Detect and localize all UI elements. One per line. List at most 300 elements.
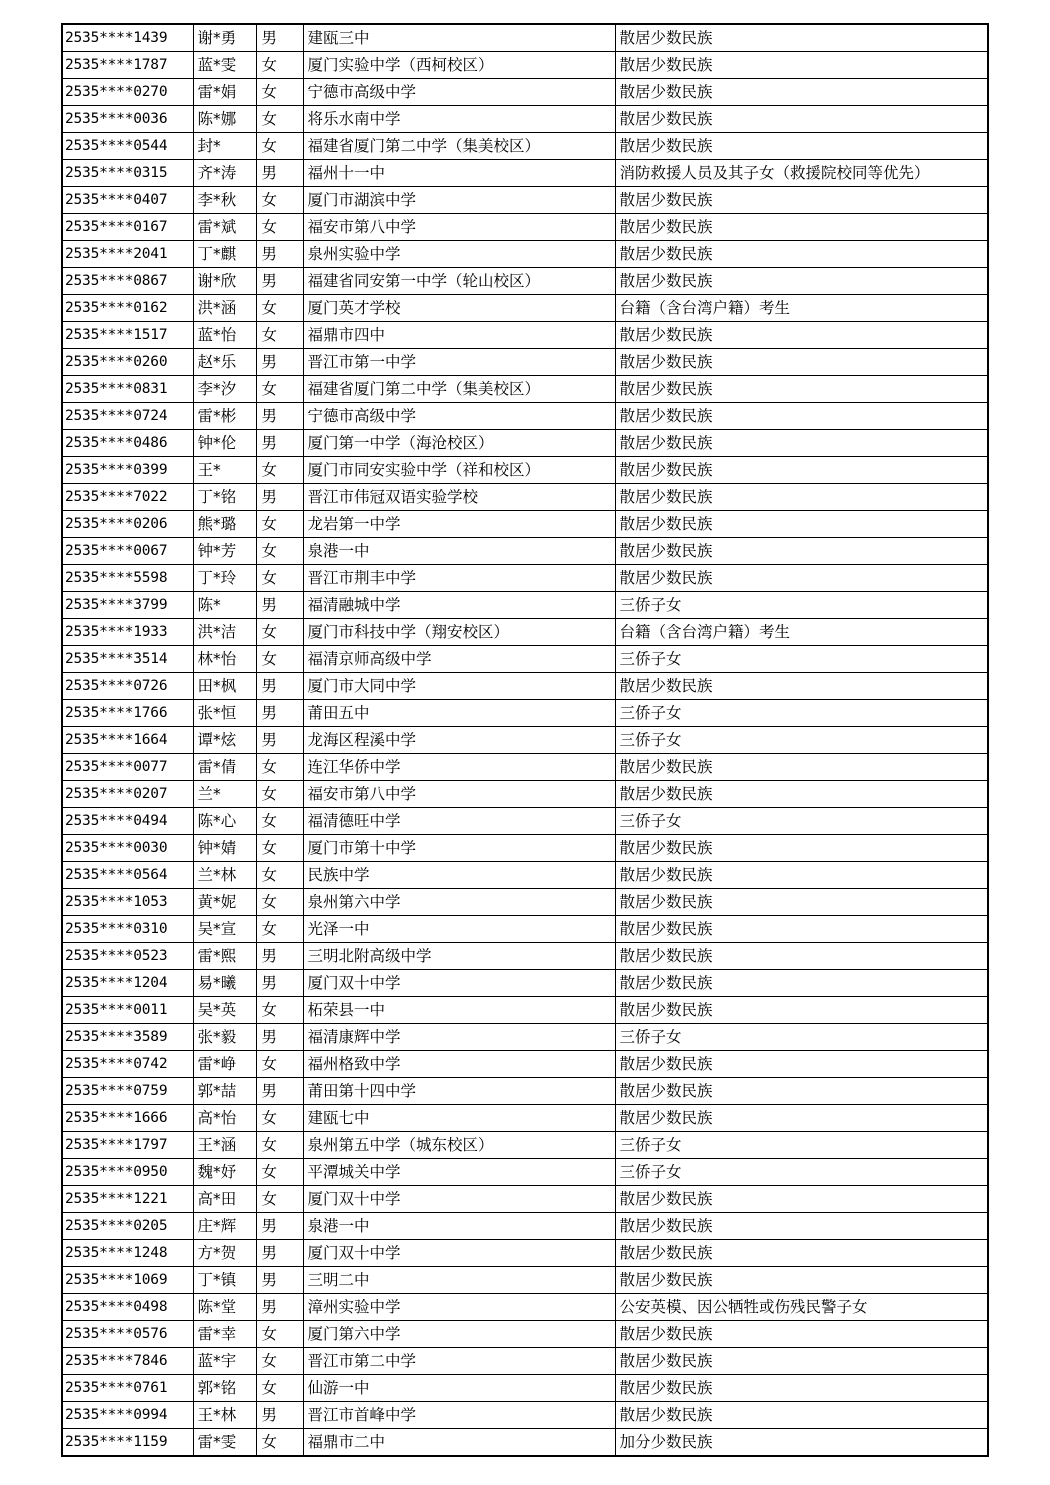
candidate-id-cell: 2535****1248 [62,1240,193,1267]
school-cell: 福建省同安第一中学（轮山校区） [303,268,615,295]
candidate-id-cell: 2535****0564 [62,862,193,889]
category-cell: 散居少数民族 [615,1051,988,1078]
table-row [62,268,988,295]
gender-cell: 女 [256,862,303,889]
gender-cell: 女 [256,52,303,79]
gender-cell: 女 [256,187,303,214]
category-cell: 散居少数民族 [615,430,988,457]
candidate-name-cell: 雷*彬 [193,403,256,430]
category-cell: 散居少数民族 [615,484,988,511]
table-row [62,889,988,916]
roster-body [62,24,988,1456]
candidate-id-cell: 2535****0270 [62,79,193,106]
gender-cell: 男 [256,403,303,430]
gender-cell: 女 [256,511,303,538]
school-cell: 龙海区程溪中学 [303,727,615,754]
gender-cell: 女 [256,295,303,322]
category-cell: 三侨子女 [615,727,988,754]
candidate-name-cell: 洪*涵 [193,295,256,322]
category-cell: 散居少数民族 [615,1213,988,1240]
candidate-id-cell: 2535****0036 [62,106,193,133]
category-cell: 散居少数民族 [615,133,988,160]
table-row [62,214,988,241]
candidate-id-cell: 2535****0867 [62,268,193,295]
gender-cell: 女 [256,781,303,808]
table-row [62,754,988,781]
table-row [62,1402,988,1429]
candidate-id-cell: 2535****0207 [62,781,193,808]
table-row [62,646,988,673]
table-row [62,322,988,349]
candidate-name-cell: 魏*妤 [193,1159,256,1186]
candidate-id-cell: 2535****0494 [62,808,193,835]
table-row [62,1375,988,1402]
school-cell: 民族中学 [303,862,615,889]
school-cell: 福安市第八中学 [303,781,615,808]
candidate-id-cell: 2535****0759 [62,1078,193,1105]
candidate-name-cell: 洪*洁 [193,619,256,646]
category-cell: 加分少数民族 [615,1429,988,1457]
candidate-name-cell: 田*枫 [193,673,256,700]
category-cell: 散居少数民族 [615,916,988,943]
gender-cell: 男 [256,268,303,295]
candidate-name-cell: 陈*娜 [193,106,256,133]
candidate-id-cell: 2535****1159 [62,1429,193,1457]
table-row [62,592,988,619]
gender-cell: 男 [256,673,303,700]
school-cell: 晋江市伟冠双语实验学校 [303,484,615,511]
candidate-name-cell: 李*汐 [193,376,256,403]
school-cell: 晋江市荆丰中学 [303,565,615,592]
candidate-name-cell: 钟*伦 [193,430,256,457]
table-row [62,79,988,106]
table-row [62,862,988,889]
candidate-name-cell: 蓝*怡 [193,322,256,349]
table-row [62,1078,988,1105]
school-cell: 福建省厦门第二中学（集美校区） [303,133,615,160]
school-cell: 泉州实验中学 [303,241,615,268]
category-cell: 散居少数民族 [615,349,988,376]
category-cell: 散居少数民族 [615,1267,988,1294]
candidate-id-cell: 2535****1221 [62,1186,193,1213]
table-row [62,484,988,511]
category-cell: 散居少数民族 [615,1375,988,1402]
candidate-name-cell: 谢*欣 [193,268,256,295]
candidate-name-cell: 王*涵 [193,1132,256,1159]
table-row [62,187,988,214]
category-cell: 散居少数民族 [615,1186,988,1213]
category-cell: 散居少数民族 [615,1105,988,1132]
candidate-name-cell: 兰*林 [193,862,256,889]
candidate-name-cell: 吴*宣 [193,916,256,943]
gender-cell: 女 [256,1159,303,1186]
gender-cell: 男 [256,943,303,970]
candidate-id-cell: 2535****0030 [62,835,193,862]
candidate-id-cell: 2535****7846 [62,1348,193,1375]
school-cell: 龙岩第一中学 [303,511,615,538]
table-row [62,24,988,52]
candidate-name-cell: 齐*涛 [193,160,256,187]
candidate-id-cell: 2535****0742 [62,1051,193,1078]
category-cell: 散居少数民族 [615,673,988,700]
candidate-id-cell: 2535****0486 [62,430,193,457]
table-row [62,1294,988,1321]
candidate-name-cell: 丁*玲 [193,565,256,592]
table-row [62,403,988,430]
category-cell: 散居少数民族 [615,106,988,133]
school-cell: 福安市第八中学 [303,214,615,241]
candidate-name-cell: 雷*雯 [193,1429,256,1457]
gender-cell: 男 [256,1267,303,1294]
gender-cell: 男 [256,484,303,511]
gender-cell: 女 [256,754,303,781]
table-row [62,835,988,862]
candidate-name-cell: 张*毅 [193,1024,256,1051]
candidate-id-cell: 2535****3799 [62,592,193,619]
category-cell: 散居少数民族 [615,889,988,916]
table-row [62,295,988,322]
category-cell: 散居少数民族 [615,52,988,79]
gender-cell: 男 [256,241,303,268]
candidate-id-cell: 2535****0167 [62,214,193,241]
school-cell: 厦门市大同中学 [303,673,615,700]
table-row [62,160,988,187]
candidate-id-cell: 2535****0067 [62,538,193,565]
candidate-id-cell: 2535****1797 [62,1132,193,1159]
school-cell: 将乐水南中学 [303,106,615,133]
school-cell: 三明北附高级中学 [303,943,615,970]
gender-cell: 男 [256,160,303,187]
gender-cell: 女 [256,376,303,403]
candidate-id-cell: 2535****1664 [62,727,193,754]
school-cell: 福鼎市二中 [303,1429,615,1457]
gender-cell: 男 [256,700,303,727]
gender-cell: 男 [256,1024,303,1051]
table-row [62,1348,988,1375]
candidate-name-cell: 易*曦 [193,970,256,997]
gender-cell: 女 [256,1186,303,1213]
table-row [62,1024,988,1051]
category-cell: 散居少数民族 [615,565,988,592]
category-cell: 散居少数民族 [615,1240,988,1267]
candidate-name-cell: 钟*芳 [193,538,256,565]
gender-cell: 女 [256,997,303,1024]
candidate-name-cell: 谭*炫 [193,727,256,754]
candidate-id-cell: 2535****0724 [62,403,193,430]
candidate-name-cell: 陈*堂 [193,1294,256,1321]
candidate-name-cell: 吴*英 [193,997,256,1024]
table-row [62,1105,988,1132]
category-cell: 散居少数民族 [615,862,988,889]
category-cell: 散居少数民族 [615,781,988,808]
candidate-id-cell: 2535****1204 [62,970,193,997]
candidate-id-cell: 2535****1053 [62,889,193,916]
gender-cell: 男 [256,1294,303,1321]
category-cell: 三侨子女 [615,700,988,727]
school-cell: 柘荣县一中 [303,997,615,1024]
candidate-name-cell: 庄*辉 [193,1213,256,1240]
candidate-id-cell: 2535****0407 [62,187,193,214]
candidate-name-cell: 王*林 [193,1402,256,1429]
school-cell: 连江华侨中学 [303,754,615,781]
school-cell: 厦门第一中学（海沧校区） [303,430,615,457]
table-row [62,1132,988,1159]
category-cell: 三侨子女 [615,1132,988,1159]
gender-cell: 男 [256,430,303,457]
gender-cell: 男 [256,1240,303,1267]
candidate-id-cell: 2535****1069 [62,1267,193,1294]
school-cell: 漳州实验中学 [303,1294,615,1321]
category-cell: 散居少数民族 [615,376,988,403]
category-cell: 散居少数民族 [615,187,988,214]
category-cell: 散居少数民族 [615,1348,988,1375]
category-cell: 散居少数民族 [615,457,988,484]
gender-cell: 男 [256,727,303,754]
gender-cell: 女 [256,916,303,943]
category-cell: 散居少数民族 [615,1078,988,1105]
gender-cell: 女 [256,457,303,484]
school-cell: 莆田五中 [303,700,615,727]
candidate-name-cell: 李*秋 [193,187,256,214]
school-cell: 福鼎市四中 [303,322,615,349]
candidate-id-cell: 2535****5598 [62,565,193,592]
candidate-name-cell: 赵*乐 [193,349,256,376]
category-cell: 散居少数民族 [615,943,988,970]
gender-cell: 女 [256,646,303,673]
candidate-name-cell: 郭*铭 [193,1375,256,1402]
school-cell: 厦门第六中学 [303,1321,615,1348]
candidate-id-cell: 2535****0523 [62,943,193,970]
gender-cell: 女 [256,619,303,646]
category-cell: 三侨子女 [615,1024,988,1051]
gender-cell: 男 [256,1402,303,1429]
candidate-name-cell: 陈*心 [193,808,256,835]
candidate-id-cell: 2535****0576 [62,1321,193,1348]
candidate-id-cell: 2535****0315 [62,160,193,187]
school-cell: 厦门市第十中学 [303,835,615,862]
school-cell: 厦门实验中学（西柯校区） [303,52,615,79]
candidate-name-cell: 丁*镇 [193,1267,256,1294]
table-row [62,808,988,835]
candidate-id-cell: 2535****7022 [62,484,193,511]
candidate-id-cell: 2535****0077 [62,754,193,781]
table-row [62,1429,988,1457]
gender-cell: 男 [256,592,303,619]
school-cell: 宁德市高级中学 [303,403,615,430]
candidate-name-cell: 王* [193,457,256,484]
gender-cell: 女 [256,1132,303,1159]
candidate-name-cell: 谢*勇 [193,24,256,52]
school-cell: 厦门双十中学 [303,1240,615,1267]
candidate-name-cell: 蓝*雯 [193,52,256,79]
candidate-id-cell: 2535****0206 [62,511,193,538]
table-row [62,619,988,646]
category-cell: 散居少数民族 [615,754,988,781]
gender-cell: 女 [256,1375,303,1402]
school-cell: 厦门双十中学 [303,970,615,997]
candidate-name-cell: 兰* [193,781,256,808]
candidate-name-cell: 丁*麒 [193,241,256,268]
gender-cell: 女 [256,835,303,862]
table-row [62,1213,988,1240]
school-cell: 泉州第六中学 [303,889,615,916]
category-cell: 散居少数民族 [615,511,988,538]
school-cell: 三明二中 [303,1267,615,1294]
table-row [62,700,988,727]
table-row [62,727,988,754]
table-row [62,457,988,484]
school-cell: 福清德旺中学 [303,808,615,835]
candidate-name-cell: 雷*幸 [193,1321,256,1348]
category-cell: 散居少数民族 [615,214,988,241]
school-cell: 厦门双十中学 [303,1186,615,1213]
table-row [62,1321,988,1348]
candidate-id-cell: 2535****0162 [62,295,193,322]
candidate-name-cell: 封* [193,133,256,160]
gender-cell: 女 [256,106,303,133]
candidate-name-cell: 黄*妮 [193,889,256,916]
gender-cell: 女 [256,322,303,349]
candidate-id-cell: 2535****0310 [62,916,193,943]
candidate-id-cell: 2535****1766 [62,700,193,727]
table-row [62,430,988,457]
gender-cell: 男 [256,1078,303,1105]
category-cell: 散居少数民族 [615,538,988,565]
candidate-id-cell: 2535****0831 [62,376,193,403]
school-cell: 福建省厦门第二中学（集美校区） [303,376,615,403]
candidate-name-cell: 雷*斌 [193,214,256,241]
gender-cell: 男 [256,349,303,376]
category-cell: 三侨子女 [615,646,988,673]
candidate-id-cell: 2535****0399 [62,457,193,484]
school-cell: 福清京师高级中学 [303,646,615,673]
table-row [62,376,988,403]
school-cell: 晋江市第一中学 [303,349,615,376]
school-cell: 建瓯三中 [303,24,615,52]
table-row [62,1159,988,1186]
school-cell: 厦门市科技中学（翔安校区） [303,619,615,646]
school-cell: 厦门市湖滨中学 [303,187,615,214]
candidate-id-cell: 2535****0950 [62,1159,193,1186]
gender-cell: 女 [256,133,303,160]
candidate-name-cell: 张*恒 [193,700,256,727]
candidate-id-cell: 2535****3514 [62,646,193,673]
candidate-name-cell: 林*怡 [193,646,256,673]
table-row [62,565,988,592]
table-row [62,943,988,970]
candidate-id-cell: 2535****0498 [62,1294,193,1321]
category-cell: 散居少数民族 [615,970,988,997]
category-cell: 三侨子女 [615,592,988,619]
gender-cell: 女 [256,1051,303,1078]
school-cell: 厦门英才学校 [303,295,615,322]
candidate-id-cell: 2535****2041 [62,241,193,268]
candidate-name-cell: 蓝*宇 [193,1348,256,1375]
gender-cell: 女 [256,538,303,565]
category-cell: 消防救援人员及其子女（救援院校同等优先） [615,160,988,187]
table-row [62,1240,988,1267]
table-row [62,1267,988,1294]
category-cell: 散居少数民族 [615,997,988,1024]
table-row [62,997,988,1024]
table-row [62,1186,988,1213]
category-cell: 散居少数民族 [615,1321,988,1348]
table-row [62,511,988,538]
table-row [62,106,988,133]
table-row [62,916,988,943]
candidate-id-cell: 2535****1787 [62,52,193,79]
category-cell: 散居少数民族 [615,1402,988,1429]
candidate-id-cell: 2535****1933 [62,619,193,646]
candidate-name-cell: 熊*璐 [193,511,256,538]
roster-sheet [61,23,987,1457]
candidate-id-cell: 2535****0011 [62,997,193,1024]
category-cell: 散居少数民族 [615,403,988,430]
candidate-id-cell: 2535****0544 [62,133,193,160]
candidate-name-cell: 高*田 [193,1186,256,1213]
candidate-name-cell: 雷*熙 [193,943,256,970]
school-cell: 厦门市同安实验中学（祥和校区） [303,457,615,484]
candidate-id-cell: 2535****0260 [62,349,193,376]
candidate-id-cell: 2535****0205 [62,1213,193,1240]
table-row [62,349,988,376]
school-cell: 泉港一中 [303,538,615,565]
school-cell: 光泽一中 [303,916,615,943]
category-cell: 散居少数民族 [615,322,988,349]
candidate-id-cell: 2535****0761 [62,1375,193,1402]
gender-cell: 女 [256,889,303,916]
category-cell: 散居少数民族 [615,241,988,268]
school-cell: 福清康辉中学 [303,1024,615,1051]
gender-cell: 男 [256,1213,303,1240]
gender-cell: 女 [256,565,303,592]
school-cell: 建瓯七中 [303,1105,615,1132]
school-cell: 福州格致中学 [303,1051,615,1078]
school-cell: 平潭城关中学 [303,1159,615,1186]
gender-cell: 女 [256,214,303,241]
category-cell: 公安英模、因公牺牲或伤残民警子女 [615,1294,988,1321]
school-cell: 莆田第十四中学 [303,1078,615,1105]
candidate-name-cell: 钟*婧 [193,835,256,862]
candidate-name-cell: 雷*娟 [193,79,256,106]
table-row [62,673,988,700]
gender-cell: 女 [256,1348,303,1375]
table-row [62,970,988,997]
school-cell: 晋江市第二中学 [303,1348,615,1375]
candidate-name-cell: 郭*喆 [193,1078,256,1105]
table-row [62,133,988,160]
candidate-name-cell: 雷*倩 [193,754,256,781]
school-cell: 宁德市高级中学 [303,79,615,106]
table-row [62,241,988,268]
school-cell: 福州十一中 [303,160,615,187]
candidate-id-cell: 2535****3589 [62,1024,193,1051]
table-row [62,1051,988,1078]
gender-cell: 女 [256,79,303,106]
candidate-id-cell: 2535****1517 [62,322,193,349]
candidate-name-cell: 丁*铭 [193,484,256,511]
school-cell: 泉港一中 [303,1213,615,1240]
category-cell: 散居少数民族 [615,835,988,862]
gender-cell: 女 [256,808,303,835]
candidate-id-cell: 2535****0726 [62,673,193,700]
candidate-id-cell: 2535****1439 [62,24,193,52]
roster-table [61,23,989,1457]
school-cell: 泉州第五中学（城东校区） [303,1132,615,1159]
category-cell: 台籍（含台湾户籍）考生 [615,619,988,646]
gender-cell: 男 [256,970,303,997]
category-cell: 三侨子女 [615,808,988,835]
